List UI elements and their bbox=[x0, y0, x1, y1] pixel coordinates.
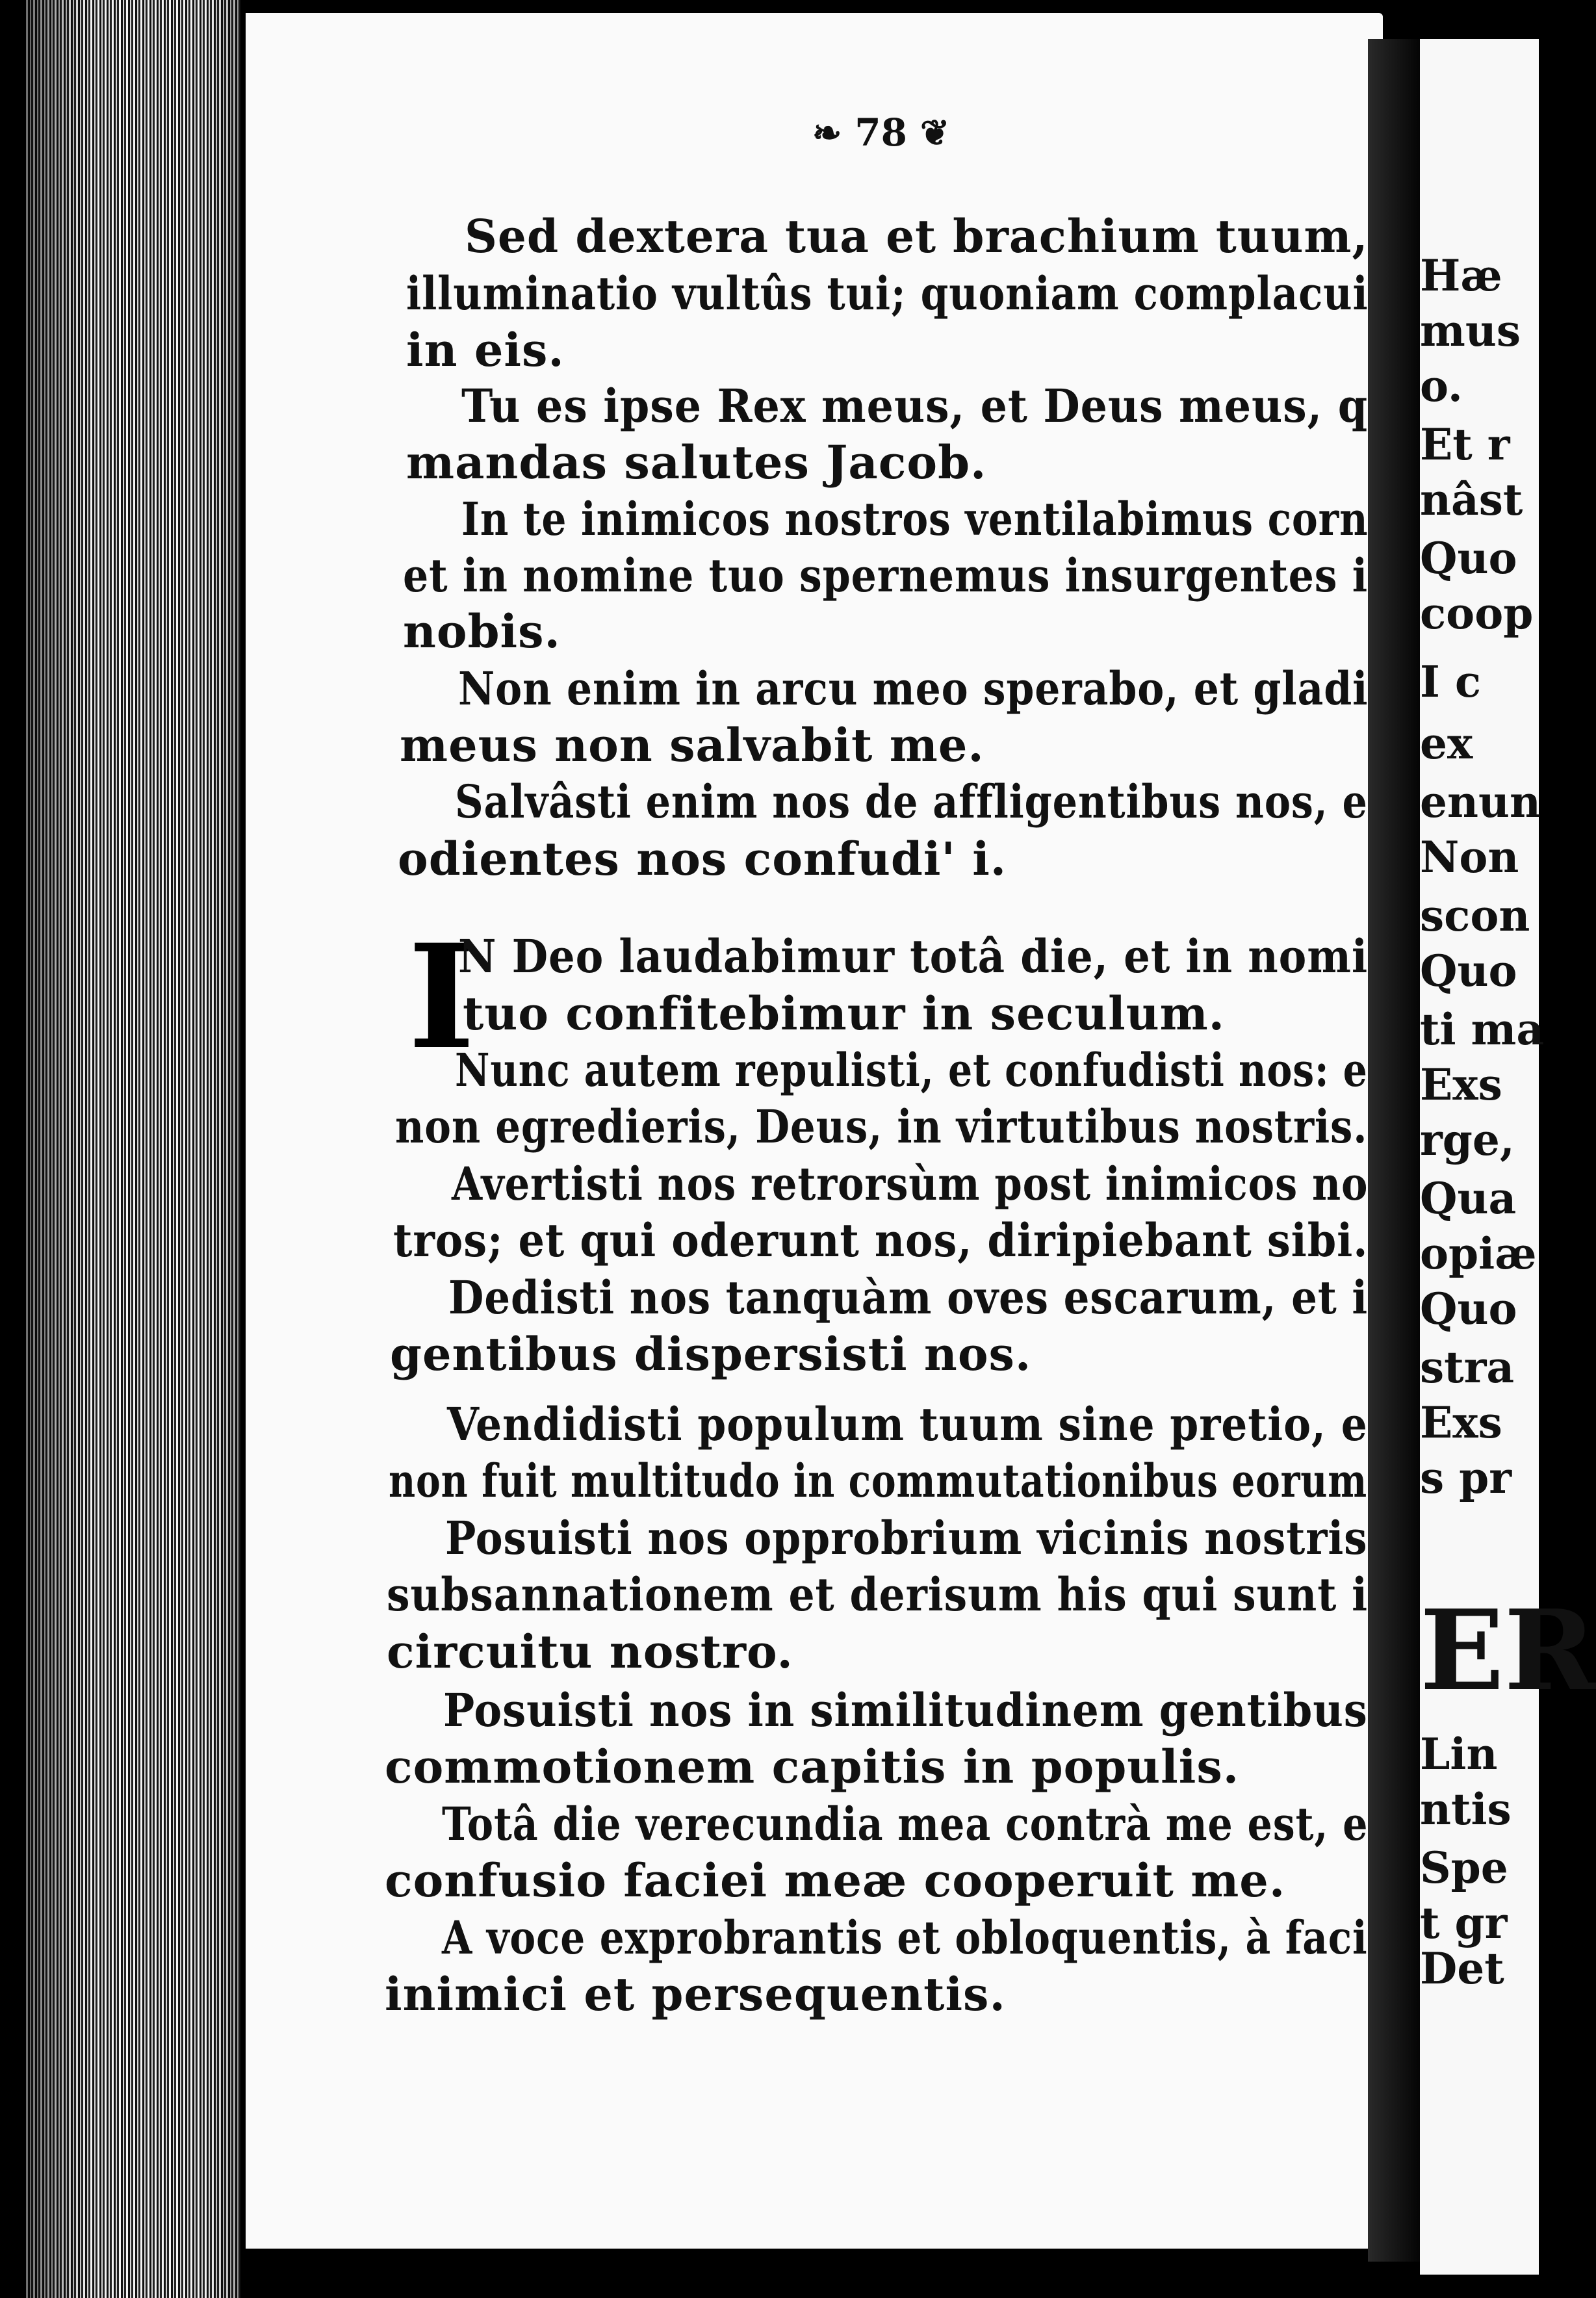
ornament-right-icon: ❦ bbox=[920, 112, 950, 153]
text-line: nobis. bbox=[403, 604, 561, 658]
text-line: inimici et persequentis. bbox=[385, 1967, 1006, 2021]
text-line: gentibus dispersisti nos. bbox=[390, 1327, 1032, 1381]
book-gutter bbox=[1368, 39, 1426, 2262]
facing-fragment: Non bbox=[1420, 832, 1519, 883]
text-line: Nunc autem repulisti, et confudisti nos: e bbox=[455, 1043, 1368, 1097]
facing-fragment: coop bbox=[1420, 588, 1534, 639]
facing-fragment: Spe bbox=[1420, 1842, 1508, 1893]
text-line: subsannationem et derisum his qui sunt i bbox=[387, 1568, 1369, 1621]
page-number: 78 bbox=[855, 110, 907, 155]
page-edge-shadow bbox=[26, 0, 240, 2298]
facing-fragment: opiæ bbox=[1420, 1228, 1537, 1279]
text-line: Vendidisti populum tuum sine pretio, e bbox=[447, 1397, 1368, 1451]
text-line: illuminatio vultûs tui; quoniam complacui bbox=[406, 266, 1369, 320]
facing-page bbox=[1420, 39, 1596, 2275]
text-line: Totâ die verecundia mea contrà me est, e bbox=[442, 1797, 1369, 1851]
text-line: non egredieris, Deus, in virtutibus nostris. bbox=[395, 1100, 1368, 1154]
facing-fragment: Qua bbox=[1420, 1173, 1517, 1224]
facing-fragment: o. bbox=[1420, 361, 1463, 411]
facing-fragment: ER bbox=[1420, 1586, 1596, 1716]
facing-fragment: stra bbox=[1420, 1342, 1515, 1393]
facing-fragment: s pr bbox=[1420, 1452, 1512, 1503]
text-line: A voce exprobrantis et obloquentis, à faci bbox=[442, 1911, 1368, 1965]
text-line: mandas salutes Jacob. bbox=[406, 435, 987, 489]
facing-fragment: ex bbox=[1420, 718, 1473, 769]
text-line: Posuisti nos in similitudinem gentibus bbox=[443, 1683, 1368, 1737]
text-line: tros; et qui oderunt nos, diripiebant sibi. bbox=[393, 1213, 1369, 1267]
facing-fragment: Et r bbox=[1420, 419, 1510, 470]
text-line: odientes nos confudi' i. bbox=[398, 832, 1007, 886]
facing-fragment: mus bbox=[1420, 305, 1521, 356]
facing-fragment: enun bbox=[1420, 777, 1541, 827]
text-line: in eis. bbox=[406, 323, 565, 377]
facing-fragment: Det bbox=[1420, 1943, 1504, 1994]
drop-cap: I bbox=[408, 912, 475, 1081]
text-line: N Deo laudabimur totâ die, et in nomi bbox=[458, 929, 1369, 983]
text-line: et in nomine tuo spernemus insurgentes i bbox=[403, 549, 1369, 602]
facing-fragment: ti ma bbox=[1420, 1004, 1545, 1055]
text-line: Non enim in arcu meo sperabo, et gladi bbox=[458, 662, 1369, 716]
text-line: In te inimicos nostros ventilabimus corn bbox=[461, 492, 1369, 546]
facing-fragment: nâst bbox=[1420, 474, 1523, 525]
text-line: Dedisti nos tanquàm oves escarum, et i bbox=[448, 1271, 1369, 1324]
text-line: commotionem capitis in populis. bbox=[385, 1740, 1240, 1794]
text-line: Posuisti nos opprobrium vicinis nostris bbox=[445, 1511, 1368, 1565]
text-line: Sed dextera tua et brachium tuum, bbox=[465, 209, 1369, 263]
text-line: confusio faciei meæ cooperuit me. bbox=[385, 1853, 1286, 1907]
text-line: tuo confitebimur in seculum. bbox=[463, 987, 1226, 1040]
page-header bbox=[812, 110, 949, 155]
facing-fragment: Quo bbox=[1420, 533, 1517, 584]
facing-fragment: Quo bbox=[1420, 946, 1517, 996]
facing-fragment: scon bbox=[1420, 890, 1530, 941]
text-line: circuitu nostro. bbox=[387, 1625, 793, 1679]
facing-fragment: I c bbox=[1420, 656, 1482, 707]
ornament-left-icon: ❧ bbox=[812, 112, 842, 153]
facing-fragment: Quo bbox=[1420, 1284, 1517, 1334]
text-line: Tu es ipse Rex meus, et Deus meus, q bbox=[461, 379, 1369, 433]
facing-fragment: ntis bbox=[1420, 1784, 1512, 1835]
facing-fragment: rge, bbox=[1420, 1115, 1515, 1165]
text-line: Avertisti nos retrorsùm post inimicos no bbox=[452, 1157, 1369, 1211]
facing-fragment: Exs bbox=[1420, 1397, 1502, 1448]
facing-fragment: Lin bbox=[1420, 1729, 1498, 1779]
text-line: non fuit multitudo in commutationibus eorum bbox=[389, 1454, 1367, 1508]
text-line: Salvâsti enim nos de affligentibus nos, e bbox=[455, 775, 1368, 829]
facing-fragment: t gr bbox=[1420, 1898, 1508, 1948]
facing-fragment: Exs bbox=[1420, 1059, 1502, 1110]
facing-fragment: Hæ bbox=[1420, 250, 1502, 301]
text-line: meus non salvabit me. bbox=[400, 718, 985, 772]
